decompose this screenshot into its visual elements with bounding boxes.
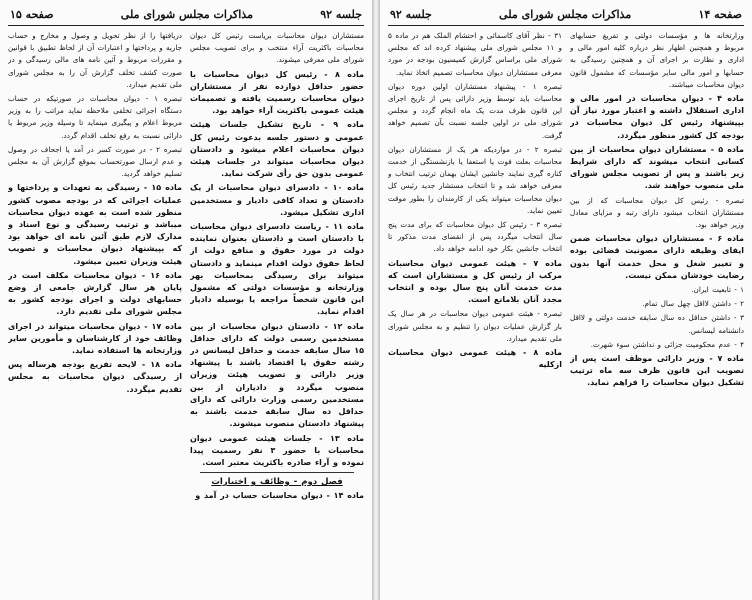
article-13: ماده ۱۳ - جلسات هیئت عمومی دیوان محاسبات با حضور ۳ نفر رسمیت پیدا نموده و آراء صادره باکثریت معتبر است. bbox=[190, 433, 364, 467]
right-page-number: صفحه ۱۴ bbox=[698, 8, 742, 21]
note: تبصره - رئیس کل دیوان محاسبات که از بین مستشاران انتخاب میشود دارای رتبه و مزایای معادل وزیر خواهد بود. bbox=[570, 195, 744, 230]
section-divider bbox=[200, 472, 354, 473]
right-page-session: جلسه ۹۲ bbox=[390, 8, 432, 21]
left-page-header bbox=[8, 6, 364, 26]
article-7: ماده ۷ - وزیر دارائی موظف است پس از تصویب این قانون ظرف سه ماه ترتیب تشکیل دیوان محاسبات را فراهم نماید. bbox=[570, 354, 744, 388]
note: تبصره - هیئت عمومی دیوان محاسبات در هر سال یک بار گزارش عملیات دیوان را تنظیم و به مجلس شورای ملی تقدیم میدارد. bbox=[388, 309, 562, 343]
right-page-columns bbox=[388, 30, 744, 590]
article-14: ماده ۱۴ - دیوان محاسبات حساب در آمد و bbox=[195, 491, 364, 501]
condition-3: ۳ - داشتن حداقل ده سال سابقه خدمت دولتی و لااقل دانشنامه لیسانس. bbox=[570, 313, 744, 335]
note-2: تبصره ۲ - در صورت کسر در آمد یا اجحاف در وصول و عدم ارسال صورتحساب بموقع گزارش آن به مجلس تسلیم خواهد گردید. bbox=[8, 144, 182, 179]
article-11: ماده ۱۱ - ریاست دادسرای دیوان محاسبات با دادستان است و دادستان بعنوان نماینده دولت در مورد حقوق و منافع دولت از لحاظ حقوق دولت اقدام مینماید و دادستان میتواند برای رسیدگی بمحاسبات بهر وزارتخانه و مؤسسات دولتی که مشمول این قانون شخصاً مراجعه یا بوسیله دادیار اقدام نماید. bbox=[190, 222, 364, 317]
article-7b: ماده ۷ - هیئت عمومی دیوان محاسبات مرکب از رئیس کل و مستشاران است که مدت خدمت آنان پنج سال بوده و انتخاب مجدد آنان بلامانع است. bbox=[388, 258, 562, 305]
article-15: ماده ۱۵ - رسیدگی به تعهدات و پرداختها و عملیات اجرائی که در بودجه مصوب کشور منظور شده است به عهده دیوان محاسبات میباشد و ترتیب رسیدگی و نوع اسناد و مدارک لازم طبق آئین نامه ای خواهد بود که بپیشنهاد دیوان محاسبات و تصویب هیئت وزیران تعیین میشود. bbox=[8, 183, 182, 266]
article-12: ماده ۱۲ - دادستان دیوان محاسبات از بین مستخدمین رسمی دولت که دارای حداقل ۱۵ سال سابقه خدمت و حداقل لیسانس در رشته حقوق یا اقتصاد باشند با پیشنهاد وزیر دارائی و تصویب هیئت وزیران منصوب میگردد و دادیاران از بین مستخدمین رسمی وزارت دارائی که دارای حداقل ده سال سابقه خدمت باشند به پیشنهاد دادستان منصوب میشوند. bbox=[190, 321, 364, 429]
article-17: ماده ۱۷ - دیوان محاسبات میتواند در اجرای وظائف خود از کارشناسان و مأمورین سایر وزارتخانه ها استفاده نماید. bbox=[8, 321, 182, 356]
condition-1: ۱ - تابعیت ایران. bbox=[691, 285, 744, 295]
left-page-columns bbox=[8, 30, 364, 590]
article-10: ماده ۱۰ - دادسرای دیوان محاسبات از یک دادستان و تعداد کافی دادیار و مستخدمین اداری تشکیل میشود. bbox=[190, 183, 364, 217]
note-1: تبصره ۱ - پیشنهاد مستشاران اولین دوره دیوان محاسبات باید توسط وزیر دارائی پس از تاریخ اجرای این قانون ظرف مدت یک ماه انجام گردد و مجلس شورای ملی در اولین جلسه نسبت بآن تصمیم خواهد گرفت. bbox=[388, 81, 562, 140]
article-9: ماده ۹ - تاریخ تشکیل جلسات هیئت عمومی و دستور جلسه بدعوت رئیس کل دیوان محاسبات اعلام میشود و دادستان دیوان محاسبات میتواند در جلسات هیئت عمومی بدون حق رأی شرکت نماید. bbox=[190, 120, 364, 179]
right-page-title: مذاکرات مجلس شورای ملی bbox=[499, 8, 632, 21]
left-page-column-right bbox=[190, 30, 364, 590]
condition-2: ۲ - داشتن لااقل چهل سال تمام. bbox=[642, 299, 744, 309]
paragraph: ۳۱ - نظر آقای کاسمائی و احتشام الملک هم در ماده ۵ و ۱۱ مجلس شورای ملی پیشنهاد کرده اند که مجلس شورای ملی براساس گزارش کمیسیون بودجه در مورد معرفی مستشاران دیوان محاسبات تصمیم اتخاذ نماید. bbox=[388, 31, 562, 77]
paragraph: دریافتها را از نظر تحویل و وصول و مخارج و حساب جاریه و پرداختها و اعتبارات آن از لحاظ تطبیق با قوانین و مقررات مربوط و آئین نامه های مالی رسیدگی و در صورت کشف تخلف گزارش آن را به مجلس شورای ملی تقدیم میدارد. bbox=[8, 31, 182, 89]
article-8b: ماده ۸ - هیئت عمومی دیوان محاسبات ازکلیه bbox=[388, 348, 562, 370]
note-1: تبصره ۱ - دیوان محاسبات در صورتیکه در حساب دستگاه اجرائی تخلفی ملاحظه نماید مراتب را به وزیر مربوط اعلام و پیگیری مینماید تا وسیله وزیر مربوط یا دارائی نسبت به رفع تخلف اقدام گردد. bbox=[8, 94, 182, 140]
paragraph: وزارتخانه ها و مؤسسات دولتی و تفریغ حسابهای مربوط و همچنین اظهار نظر درباره کلیه امور مالی و اداری و نظارت بر اجرای آن و همچنین رسیدگی به حسابها و امور مالی سایر مؤسسات که مشمول قانون دیوان محاسبات میباشند. bbox=[570, 31, 744, 89]
condition-4: ۴ - عدم محکومیت جزائی و نداشتن سوء شهرت. bbox=[590, 339, 744, 349]
right-page-column-left bbox=[388, 30, 562, 590]
left-page-session: جلسه ۹۲ bbox=[320, 8, 362, 21]
article-4: ماده ۴ - دیوان محاسبات در امور مالی و اداری استقلال داشته و اعتبار مورد نیاز آن بپیشنهاد رئیس کل دیوان محاسبات در بودجه کل کشور منظور میگردد. bbox=[570, 94, 744, 140]
left-page bbox=[0, 0, 374, 600]
note-2: تبصره ۲ - در مواردیکه هر یک از مستشاران دیوان محاسبات بعلت فوت یا استعفا یا بازنشستگی از خدمت کناره گیری نمایند جانشین ایشان بهمان ترتیب انتخاب و معرفی خواهد شد و تا انتخاب مستشار جدید رئیس کل دیوان محاسبات میتواند یکی از کارمندان را بطور موقت تعیین نماید. bbox=[388, 144, 562, 215]
article-8: ماده ۸ - رئیس کل دیوان محاسبات با حضور حداقل دوازده نفر از مستشاران دیوان محاسبات رسمیت یافته و تصمیمات هیئت عمومی باکثریت آراء خواهد بود. bbox=[190, 69, 364, 116]
article-5: ماده ۵ - مستشاران دیوان محاسبات از بین کسانی انتخاب میشوند که دارای شرایط زیر باشند و پس از تصویب مجلس شورای ملی منصوب خواهند شد. bbox=[570, 144, 744, 191]
chapter-heading: فصل دوم - وظائف و اختیارات bbox=[211, 477, 343, 488]
left-page-column-left bbox=[8, 30, 182, 590]
article-16: ماده ۱۶ - دیوان محاسبات مکلف است در پایان هر سال گزارش جامعی از وضع حسابهای دولت و اجرای بودجه کشور به مجلس شورای ملی تقدیم دارد. bbox=[8, 270, 182, 317]
left-page-title: مذاکرات مجلس شورای ملی bbox=[120, 8, 253, 21]
article-6: ماده ۶ - مستشاران دیوان محاسبات ضمن ایفای وظیفه دارای مصونیت قضائی بوده و تغییر شغل و محل خدمت آنها بدون رضایت خودشان ممکن نیست. bbox=[570, 234, 744, 280]
note-3: تبصره ۳ - رئیس کل دیوان محاسبات که برای مدت پنج سال انتخاب میگردد پس از انقضای مدت مذکور تا انتخاب جانشین بکار خود ادامه خواهد داد. bbox=[388, 220, 562, 254]
right-page bbox=[378, 0, 752, 600]
article-18: ماده ۱۸ - لایحه تفریغ بودجه هرساله پس از رسیدگی دیوان محاسبات به مجلس تقدیم میگردد. bbox=[8, 360, 182, 394]
paragraph: مستشاران دیوان محاسبات بریاست رئیس کل دیوان محاسبات باکثریت آراء منتخب و برای تصویب مجلس شورای ملی معرفی میشوند. bbox=[190, 31, 364, 65]
right-page-header bbox=[388, 6, 744, 26]
right-page-column-right bbox=[570, 30, 744, 590]
left-page-number: صفحه ۱۵ bbox=[10, 8, 54, 21]
